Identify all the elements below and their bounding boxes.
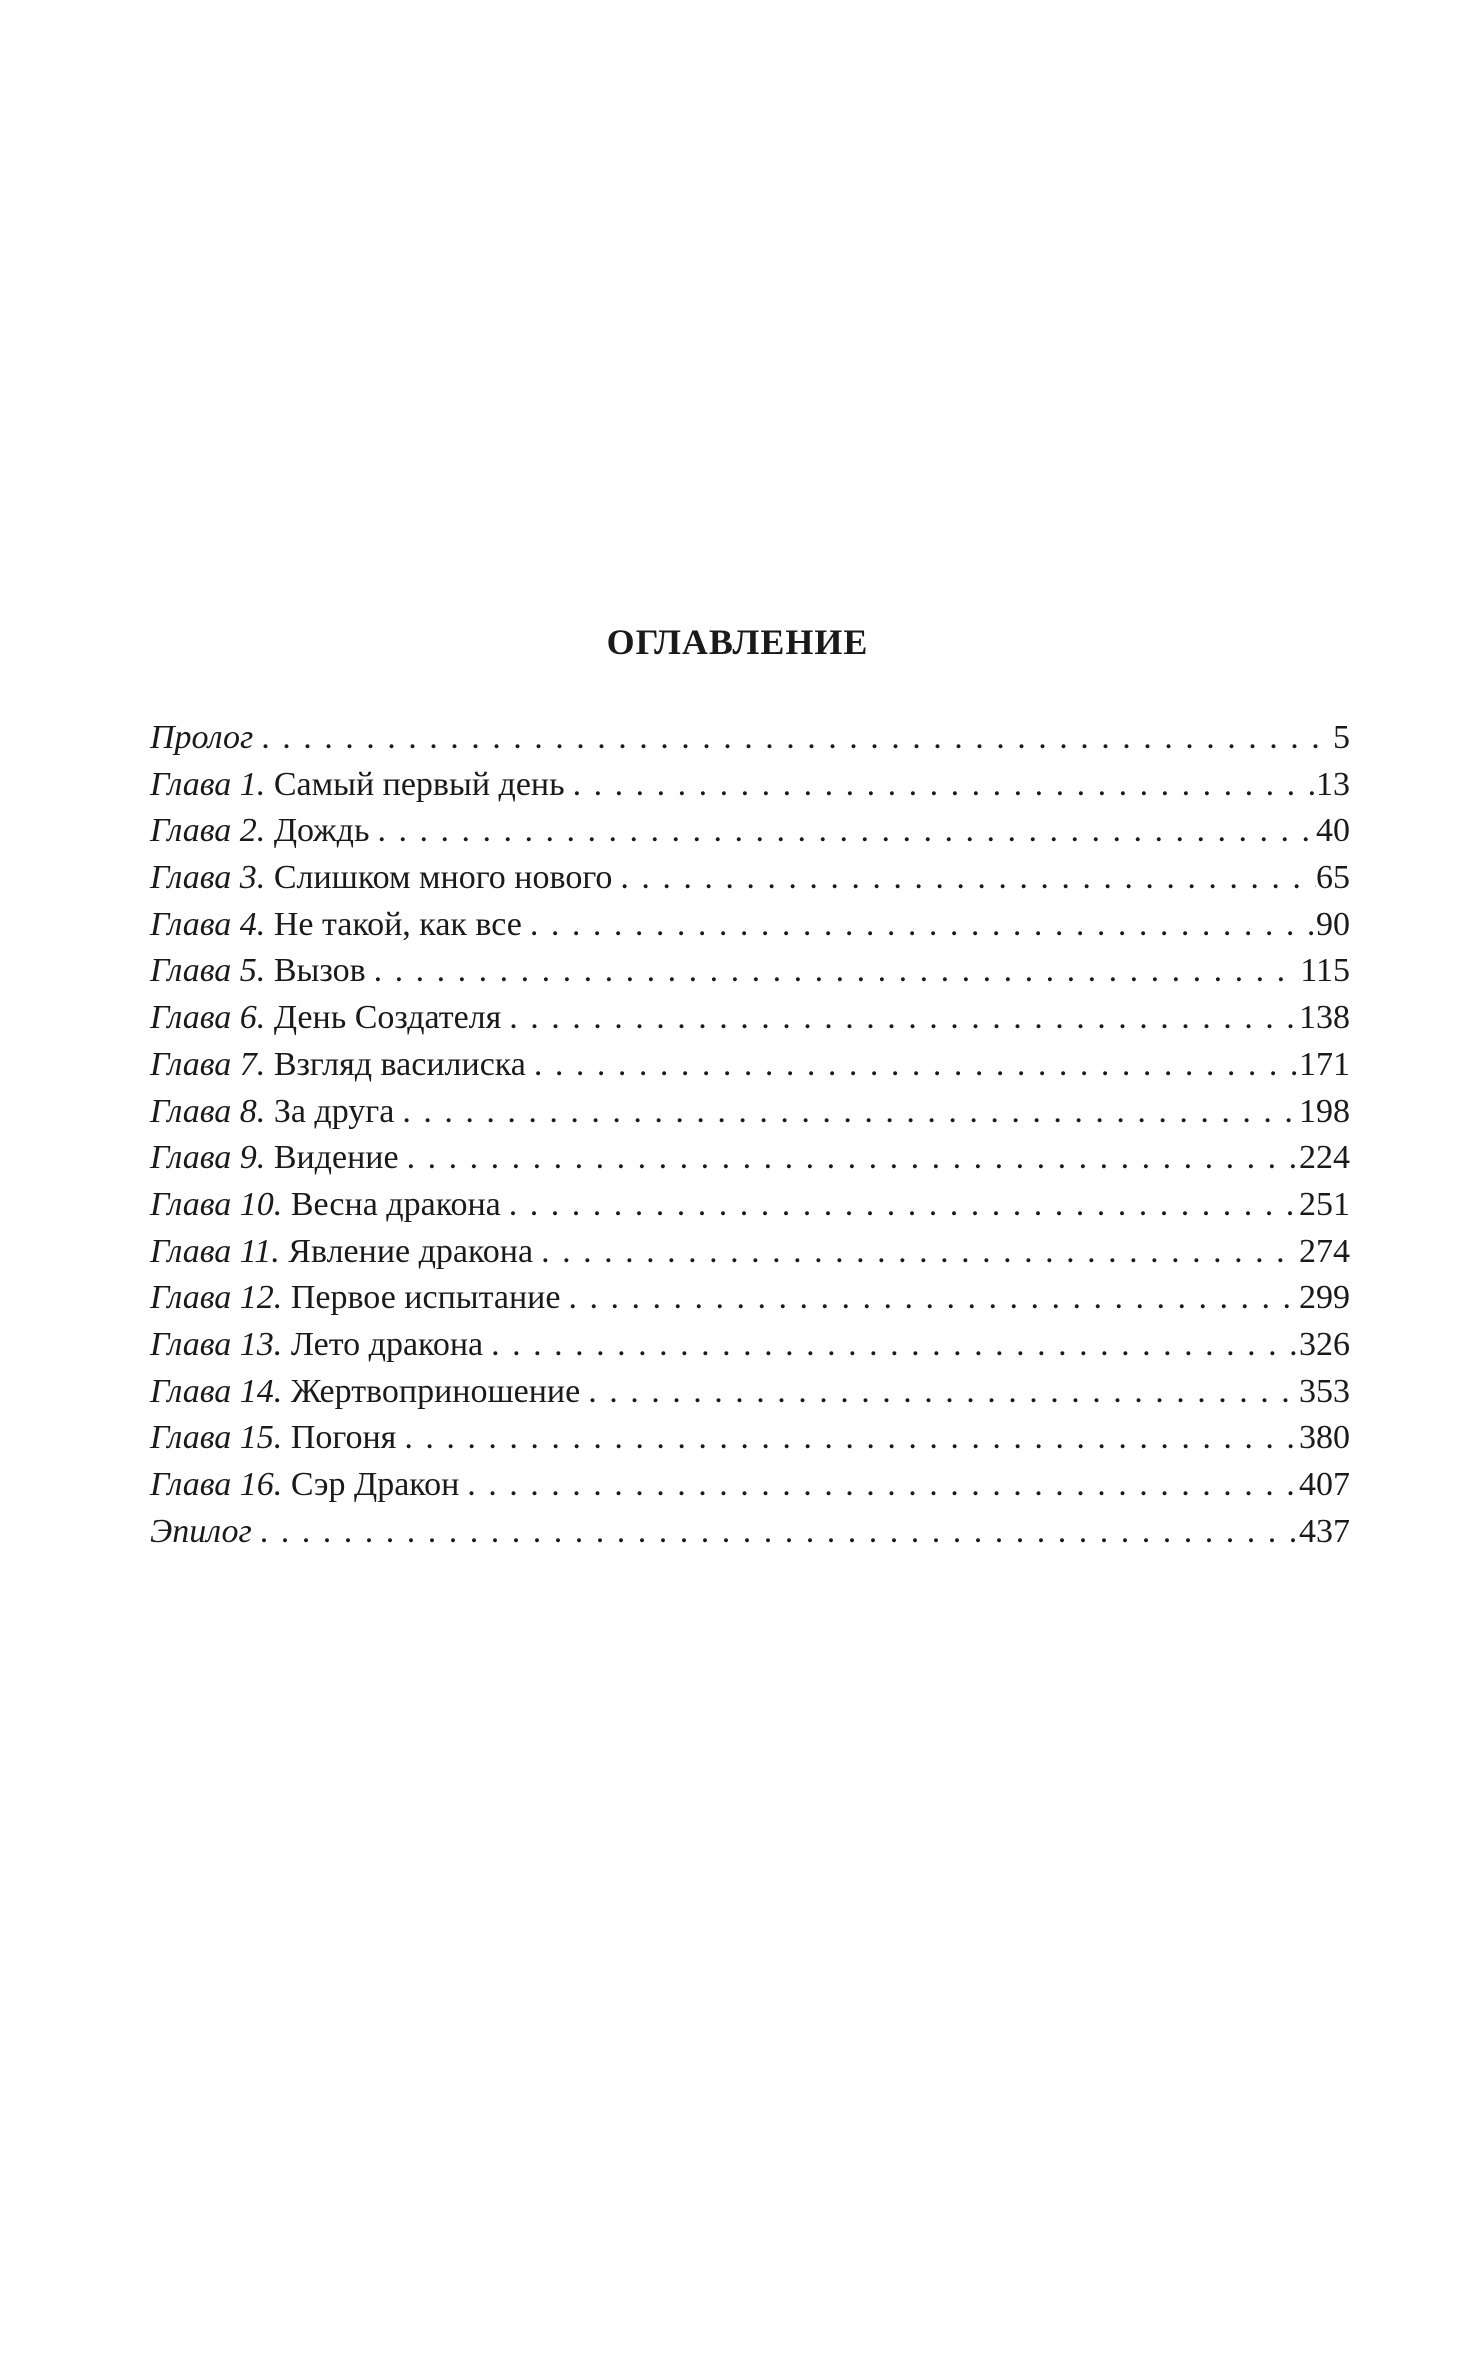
toc-entry-label bbox=[150, 1042, 526, 1089]
toc-entry-prefix: Глава 11. bbox=[150, 1232, 280, 1270]
toc-entry-title: Самый первый день bbox=[273, 765, 565, 803]
toc-entry-page-number: 274 bbox=[1299, 1232, 1350, 1270]
toc-entry-label bbox=[150, 1369, 580, 1416]
toc-entry-epilogue[interactable] bbox=[150, 1509, 1350, 1556]
toc-entry-title: Видение bbox=[273, 1139, 399, 1177]
toc-entry-label bbox=[150, 1509, 252, 1556]
toc-entry-page-number: 407 bbox=[1299, 1466, 1350, 1503]
toc-entry-label bbox=[150, 762, 565, 809]
toc-entry-label bbox=[150, 1415, 396, 1462]
dot-leader bbox=[580, 1369, 1299, 1416]
toc-entry-title: Весна дракона bbox=[290, 1185, 501, 1223]
dot-leader bbox=[501, 995, 1299, 1042]
toc-entry-chapter-8[interactable] bbox=[150, 1089, 1350, 1136]
toc-entry-page-number: 224 bbox=[1299, 1139, 1350, 1177]
page-title: ОГЛАВЛЕНИЕ bbox=[606, 622, 869, 662]
toc-entry-title: Дождь bbox=[273, 812, 370, 850]
toc-entry-label bbox=[150, 902, 522, 949]
toc-entry-label bbox=[150, 1229, 533, 1276]
toc-entry-chapter-4[interactable] bbox=[150, 902, 1350, 949]
toc-entry-label bbox=[150, 1462, 459, 1509]
toc-entry-prologue[interactable] bbox=[150, 715, 1350, 762]
toc-entry-page-number: 437 bbox=[1299, 1512, 1350, 1550]
toc-entry-page-number: 90 bbox=[1316, 905, 1350, 943]
toc-entry-chapter-9[interactable] bbox=[150, 1135, 1350, 1182]
toc-entry-page-number: 380 bbox=[1299, 1419, 1350, 1457]
toc-entry-title: Слишком много нового bbox=[273, 859, 613, 897]
dot-leader bbox=[560, 1275, 1299, 1322]
dot-leader bbox=[565, 762, 1316, 809]
toc-entry-chapter-14[interactable] bbox=[150, 1369, 1350, 1416]
toc-entry-label bbox=[150, 1275, 560, 1322]
toc-entry-chapter-3[interactable] bbox=[150, 855, 1350, 902]
toc-entry-page-number: 115 bbox=[1300, 952, 1350, 990]
toc-entry-title: Не такой, как все bbox=[273, 905, 522, 943]
toc-entry-prefix: Глава 14. bbox=[150, 1372, 283, 1410]
toc-entry-title: Сэр Дракон bbox=[290, 1466, 460, 1503]
toc-entry-chapter-6[interactable] bbox=[150, 995, 1350, 1042]
dot-leader bbox=[501, 1182, 1299, 1229]
toc-entry-label bbox=[150, 1322, 483, 1369]
toc-entry-label bbox=[150, 995, 501, 1042]
toc-entry-chapter-11[interactable] bbox=[150, 1229, 1350, 1276]
dot-leader bbox=[526, 1042, 1299, 1089]
toc-entry-page-number: 326 bbox=[1299, 1325, 1350, 1363]
toc-entry-title: Взгляд василиска bbox=[273, 1045, 526, 1083]
toc-entry-page-number: 198 bbox=[1299, 1092, 1350, 1130]
dot-leader bbox=[252, 1509, 1299, 1556]
toc-entry-chapter-7[interactable] bbox=[150, 1042, 1350, 1089]
toc-entry-title: День Создателя bbox=[273, 999, 502, 1037]
dot-leader bbox=[459, 1462, 1299, 1509]
toc-entry-chapter-15[interactable] bbox=[150, 1415, 1350, 1462]
dot-leader bbox=[399, 1135, 1299, 1182]
toc-entry-prefix: Глава 2. bbox=[150, 812, 266, 850]
toc-entry-page-number: 251 bbox=[1299, 1185, 1350, 1223]
toc-entry-prefix: Глава 7. bbox=[150, 1045, 266, 1083]
toc-entry-prefix: Глава 6. bbox=[150, 999, 266, 1037]
toc-entry-chapter-13[interactable] bbox=[150, 1322, 1350, 1369]
dot-leader bbox=[366, 948, 1301, 995]
toc-entry-title: За друга bbox=[273, 1092, 395, 1130]
toc-entry-prefix: Глава 5. bbox=[150, 952, 266, 990]
toc-entry-title: Погоня bbox=[290, 1419, 397, 1457]
toc-entry-chapter-12[interactable] bbox=[150, 1275, 1350, 1322]
toc-entry-prefix: Эпилог bbox=[150, 1512, 252, 1550]
toc-entry-chapter-2[interactable] bbox=[150, 808, 1350, 855]
toc-entry-prefix: Глава 1. bbox=[150, 765, 266, 803]
toc-entry-page-number: 299 bbox=[1299, 1279, 1350, 1317]
toc-entry-prefix: Глава 12. bbox=[150, 1279, 283, 1317]
toc-entry-label bbox=[150, 808, 369, 855]
dot-leader bbox=[369, 808, 1316, 855]
toc-entry-label bbox=[150, 855, 612, 902]
toc-entry-page-number: 138 bbox=[1299, 999, 1350, 1037]
toc-entry-prefix: Пролог bbox=[150, 719, 254, 756]
dot-leader bbox=[483, 1322, 1299, 1369]
toc-entry-label bbox=[150, 1182, 501, 1229]
toc-entry-prefix: Глава 3. bbox=[150, 859, 266, 897]
toc-entry-label bbox=[150, 715, 253, 762]
dot-leader bbox=[394, 1089, 1299, 1136]
toc-entry-page-number: 5 bbox=[1333, 719, 1350, 756]
dot-leader bbox=[533, 1229, 1299, 1276]
toc-entry-chapter-16[interactable] bbox=[150, 1462, 1350, 1509]
toc-entry-title: Лето дракона bbox=[290, 1325, 484, 1363]
dot-leader bbox=[612, 855, 1316, 902]
toc-entry-page-number: 13 bbox=[1316, 765, 1350, 803]
toc-entry-page-number: 40 bbox=[1316, 812, 1350, 850]
toc-entry-label bbox=[150, 1135, 399, 1182]
toc-entry-prefix: Глава 16. bbox=[150, 1466, 283, 1503]
toc-entry-prefix: Глава 15. bbox=[150, 1419, 283, 1457]
toc-entry-prefix: Глава 8. bbox=[150, 1092, 266, 1130]
toc-entry-label bbox=[150, 1089, 394, 1136]
toc-entry-page-number: 65 bbox=[1316, 859, 1350, 897]
dot-leader bbox=[253, 715, 1330, 762]
toc-entry-chapter-5[interactable] bbox=[150, 948, 1350, 995]
toc-entry-title: Первое испытание bbox=[290, 1279, 561, 1317]
dot-leader bbox=[522, 902, 1316, 949]
toc-entry-title: Явление дракона bbox=[288, 1232, 534, 1270]
toc-entry-prefix: Глава 13. bbox=[150, 1325, 283, 1363]
toc-entry-chapter-10[interactable] bbox=[150, 1182, 1350, 1229]
toc-entry-label bbox=[150, 948, 366, 995]
toc-entry-chapter-1[interactable] bbox=[150, 762, 1350, 809]
table-of-contents bbox=[150, 715, 1350, 1555]
toc-entry-prefix: Глава 4. bbox=[150, 905, 266, 943]
toc-entry-page-number: 353 bbox=[1299, 1372, 1350, 1410]
toc-entry-title: Вызов bbox=[273, 952, 366, 990]
toc-entry-page-number: 171 bbox=[1299, 1045, 1350, 1083]
toc-entry-prefix: Глава 9. bbox=[150, 1139, 266, 1177]
toc-entry-title: Жертвоприношение bbox=[290, 1372, 581, 1410]
toc-entry-prefix: Глава 10. bbox=[150, 1185, 283, 1223]
dot-leader bbox=[396, 1415, 1299, 1462]
